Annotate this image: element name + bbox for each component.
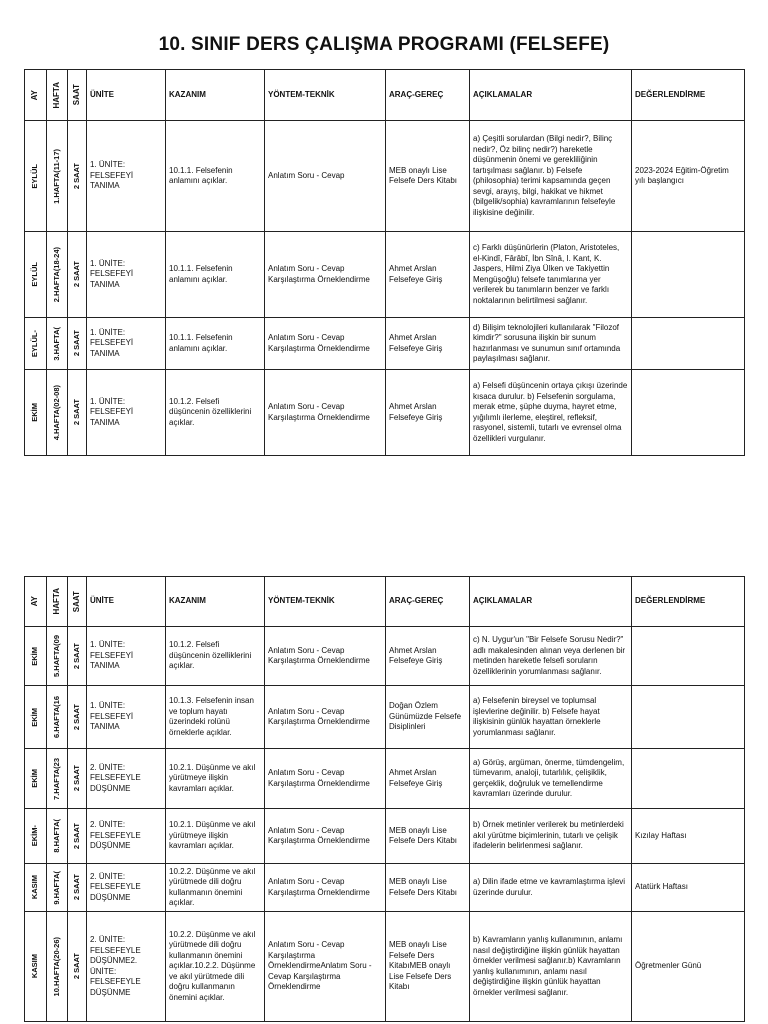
cell-yontem: Anlatım Soru - Cevap Karşılaştırma Örneklendirme [265,232,386,318]
program-table-1 [24,69,745,456]
hafta-label: 5.HAFTA(09 [51,635,61,677]
table-row [25,318,745,370]
cell-hafta [47,864,68,912]
cell-arac: MEB onaylı Lise Felsefe Ders Kitabı [386,121,470,232]
saat-label: 2 SAAT [71,399,81,426]
cell-degerlendirme: Öğretmenler Günü [632,912,745,1022]
header-kazanim: KAZANIM [166,577,265,627]
hafta-label: 10.HAFTA(20-26) [51,936,61,997]
table-row [25,809,745,864]
cell-arac: MEB onaylı Lise Felsefe Ders Kitabı [386,864,470,912]
header-aciklamalar: AÇIKLAMALAR [470,577,632,627]
header-yontem: YÖNTEM-TEKNİK [265,70,386,121]
cell-unite: 1. ÜNİTE: FELSEFEYİ TANIMA [87,232,166,318]
header-saat: SAAT [68,577,87,627]
ay-label: EYLÜL [30,262,40,287]
cell-saat [68,121,87,232]
cell-degerlendirme [632,232,745,318]
cell-arac: MEB onaylı Lise Felsefe Ders Kitabı [386,809,470,864]
program-table-2 [24,576,745,1022]
cell-degerlendirme [632,318,745,370]
cell-hafta [47,809,68,864]
cell-arac: Ahmet Arslan Felsefeye Giriş [386,232,470,318]
cell-saat [68,627,87,686]
cell-kazanim: 10.2.2. Düşünme ve akıl yürütmede dili doğru kullanmanın önemini açıklar.10.2.2. Düşünme ve akıl yürütmede dili doğru kullanmanın önemini açıklar. [166,912,265,1022]
cell-saat [68,232,87,318]
saat-label: 2 SAAT [71,330,81,357]
table-row [25,912,745,1022]
cell-aciklama: a) Felsefi düşüncenin ortaya çıkışı üzerinde kısaca durulur. b) Felsefenin sorgulama, merak etme, şüphe duyma, hayret etme, yığılımlı ilerleme, eleştirel, refleksif, rasyonel, sistemli, tutarlı ve evrensel olma özellikleri vurgulanır. [470,370,632,456]
table-row [25,370,745,456]
cell-degerlendirme [632,686,745,749]
cell-yontem: Anlatım Soru - Cevap [265,121,386,232]
ay-label: EYLÜL [30,163,40,189]
cell-ay [25,809,47,864]
cell-arac: MEB onaylı Lise Felsefe Ders KitabıMEB onaylı Lise Felsefe Ders Kitabı [386,912,470,1022]
cell-yontem: Anlatım Soru - Cevap Karşılaştırma Örneklendirme [265,686,386,749]
hafta-label: 4.HAFTA(02-08) [51,384,61,441]
header-kazanim: KAZANIM [166,70,265,121]
cell-aciklama: b) Örnek metinler verilerek bu metinlerdeki akıl yürütme biçimlerinin, tutarlı ve çelişik ifadelerin belirlenmesi sağlanır. [470,809,632,864]
page-title: 10. SINIF DERS ÇALIŞMA PROGRAMI (FELSEFE) [158,34,610,55]
cell-degerlendirme: 2023-2024 Eğitim-Öğretim yılı başlangıcı [632,121,745,232]
cell-kazanim: 10.1.1. Felsefenin anlamını açıklar. [166,318,265,370]
cell-kazanim: 10.1.2. Felsefi düşüncenin özelliklerini açıklar. [166,370,265,456]
cell-yontem: Anlatım Soru - Cevap Karşılaştırma Örneklendirme [265,627,386,686]
cell-saat [68,686,87,749]
header-ay: AY [25,577,47,627]
hafta-label: 3.HAFTA( [51,326,61,361]
cell-yontem: Anlatım Soru - Cevap Karşılaştırma ÖrneklendirmeAnlatım Soru - Cevap Karşılaştırma Örneklendirme [265,912,386,1022]
header-degerlendirme: DEĞERLENDİRME [632,70,745,121]
cell-unite: 2. ÜNİTE: FELSEFEYLE DÜŞÜNME [87,749,166,809]
saat-label: 2 SAAT [71,953,81,980]
header-aciklamalar: AÇIKLAMALAR [470,70,632,121]
cell-ay [25,318,47,370]
cell-ay [25,232,47,318]
hafta-label: 6.HAFTA(16 [51,696,61,738]
saat-label: 2 SAAT [71,822,81,850]
header-yontem: YÖNTEM-TEKNİK [265,577,386,627]
cell-yontem: Anlatım Soru - Cevap Karşılaştırma Örneklendirme [265,370,386,456]
table-row [25,627,745,686]
cell-arac: Doğan Özlem Günümüzde Felsefe Disiplinleri [386,686,470,749]
ay-label: KASIM [30,954,40,979]
cell-hafta [47,370,68,456]
ay-label: KASIM [30,875,40,900]
header-hafta: HAFTA [47,70,68,121]
cell-hafta [47,232,68,318]
cell-yontem: Anlatım Soru - Cevap Karşılaştırma Örneklendirme [265,864,386,912]
cell-unite: 1. ÜNİTE: FELSEFEYİ TANIMA [87,370,166,456]
cell-unite: 2. ÜNİTE: FELSEFEYLE DÜŞÜNME2. ÜNİTE: FELSEFEYLE DÜŞÜNME [87,912,166,1022]
cell-degerlendirme: Kızılay Haftası [632,809,745,864]
table-header-row [25,577,745,627]
table-row [25,686,745,749]
cell-unite: 1. ÜNİTE: FELSEFEYİ TANIMA [87,686,166,749]
cell-kazanim: 10.1.1. Felsefenin anlamını açıklar. [166,121,265,232]
cell-saat [68,912,87,1022]
cell-ay [25,864,47,912]
hafta-label: 7.HAFTA(23 [51,757,61,800]
hafta-label: 8.HAFTA( [51,819,61,853]
ay-label: EKİM [30,769,40,788]
cell-arac: Ahmet Arslan Felsefeye Giriş [386,749,470,809]
cell-hafta [47,686,68,749]
cell-yontem: Anlatım Soru - Cevap Karşılaştırma Örneklendirme [265,809,386,864]
cell-unite: 1. ÜNİTE: FELSEFEYİ TANIMA [87,318,166,370]
cell-aciklama: a) Dilin ifade etme ve kavramlaştırma işlevi üzerinde durulur. [470,864,632,912]
cell-yontem: Anlatım Soru - Cevap Karşılaştırma Örneklendirme [265,318,386,370]
header-saat: SAAT [68,70,87,121]
cell-ay [25,749,47,809]
hafta-label: 1.HAFTA(11-17) [51,148,61,204]
saat-label: 2 SAAT [71,765,81,792]
header-hafta: HAFTA [47,577,68,627]
cell-hafta [47,627,68,686]
cell-hafta [47,749,68,809]
saat-label: 2 SAAT [71,874,81,901]
ay-label: EKİM [30,646,40,666]
cell-unite: 1. ÜNİTE: FELSEFEYİ TANIMA [87,121,166,232]
saat-label: 2 SAAT [71,642,81,670]
cell-ay [25,686,47,749]
cell-unite: 2. ÜNİTE: FELSEFEYLE DÜŞÜNME [87,809,166,864]
cell-degerlendirme [632,749,745,809]
cell-kazanim: 10.1.1. Felsefenin anlamını açıklar. [166,232,265,318]
cell-kazanim: 10.2.1. Düşünme ve akıl yürütmeye ilişkin kavramları açıklar. [166,749,265,809]
cell-unite: 1. ÜNİTE: FELSEFEYİ TANIMA [87,627,166,686]
cell-degerlendirme [632,627,745,686]
header-arac: ARAÇ-GEREÇ [386,70,470,121]
table-row [25,232,745,318]
ay-label: EKİM [30,707,40,727]
cell-saat [68,749,87,809]
header-degerlendirme: DEĞERLENDİRME [632,577,745,627]
cell-saat [68,370,87,456]
cell-aciklama: a) Görüş, argüman, önerme, tümdengelim, tümevarım, analoji, tutarlılık, çelişiklik, gerçeklik, doğruluk ve temellendirme kavramları üzerinde durulur. [470,749,632,809]
saat-label: 2 SAAT [71,703,81,731]
header-arac: ARAÇ-GEREÇ [386,577,470,627]
cell-kazanim: 10.1.2. Felsefi düşüncenin özelliklerini açıklar. [166,627,265,686]
cell-aciklama: b) Kavramların yanlış kullanımının, anlamı nasıl değiştirdiğine ilişkin günlük hayattan örnekler verilmesi sağlanır.b) Kavramların yanlış kullanımının, anlamı nasıl değiştirdiğine ilişkin günlük hayattan örnekler verilmesi sağlanır. [470,912,632,1022]
hafta-label: 2.HAFTA(18-24) [51,246,61,303]
cell-aciklama: a) Felsefenin bireysel ve toplumsal işlevlerine değinilir. b) Felsefe hayat ilişkisinin günlük hayattan örneklerle yorumlanması sağlanır. [470,686,632,749]
cell-arac: Ahmet Arslan Felsefeye Giriş [386,370,470,456]
cell-hafta [47,121,68,232]
cell-kazanim: 10.1.3. Felsefenin insan ve toplum hayatı üzerindeki rolünü örneklerle açıklar. [166,686,265,749]
cell-kazanim: 10.2.1. Düşünme ve akıl yürütmeye ilişkin kavramları açıklar. [166,809,265,864]
cell-degerlendirme [632,370,745,456]
header-ay: AY [25,70,47,121]
cell-ay [25,627,47,686]
header-unite: ÜNİTE [87,577,166,627]
cell-yontem: Anlatım Soru - Cevap Karşılaştırma Örneklendirme [265,749,386,809]
table-row [25,749,745,809]
ay-label: EYLÜL- [30,329,40,358]
cell-hafta [47,912,68,1022]
cell-kazanim: 10.2.2. Düşünme ve akıl yürütmede dili doğru kullanmanın önemini açıklar. [166,864,265,912]
cell-degerlendirme: Atatürk Haftası [632,864,745,912]
saat-label: 2 SAAT [71,162,81,190]
cell-aciklama: a) Çeşitli sorulardan (Bilgi nedir?, Bilinç nedir?, Öz bilinç nedir?) hareketle düşünmenin önemi ve gerekliliğinin tartışılması sağlanır. b) Felsefe (philosophia) terimi kapsamında geçen sevgi, arayış, bilgi, hakikat ve hikmet (bilgelik/sophia) kavramlarının felsefeyle ilişkisine değinilir. [470,121,632,232]
ay-label: EKİM [30,403,40,422]
cell-arac: Ahmet Arslan Felsefeye Giriş [386,627,470,686]
cell-ay [25,121,47,232]
table-row [25,864,745,912]
cell-unite: 2. ÜNİTE: FELSEFEYLE DÜŞÜNME [87,864,166,912]
cell-saat [68,809,87,864]
saat-label: 2 SAAT [71,261,81,288]
cell-aciklama: d) Bilişim teknolojileri kullanılarak "Filozof kimdir?" sorusuna ilişkin bir sunum hazırlanması ve sunumun sınıf ortamında paylaşılması sağlanır. [470,318,632,370]
table-row [25,121,745,232]
table-header-row [25,70,745,121]
hafta-label: 9.HAFTA( [51,870,61,905]
cell-saat [68,864,87,912]
cell-saat [68,318,87,370]
ay-label: EKİM- [30,825,40,847]
header-unite: ÜNİTE [87,70,166,121]
cell-hafta [47,318,68,370]
cell-ay [25,370,47,456]
cell-ay [25,912,47,1022]
cell-aciklama: c) N. Uygur'un "Bir Felsefe Sorusu Nedir?" adlı makalesinden alınan veya derlenen bir metinden hareketle felsefi soruların özelliklerinin yorumlanması sağlanır. [470,627,632,686]
cell-aciklama: c) Farklı düşünürlerin (Platon, Aristoteles, el-Kindî, Fârâbî, İbn Sînâ, I. Kant, K. Jaspers, Hilmi Ziya Ülken ve Takiyettin Mengüşoğlu) felsefe tanımlarına yer verilerek bu tanımların benzer ve farklı noktalarının belirtilmesi sağlanır. [470,232,632,318]
cell-arac: Ahmet Arslan Felsefeye Giriş [386,318,470,370]
